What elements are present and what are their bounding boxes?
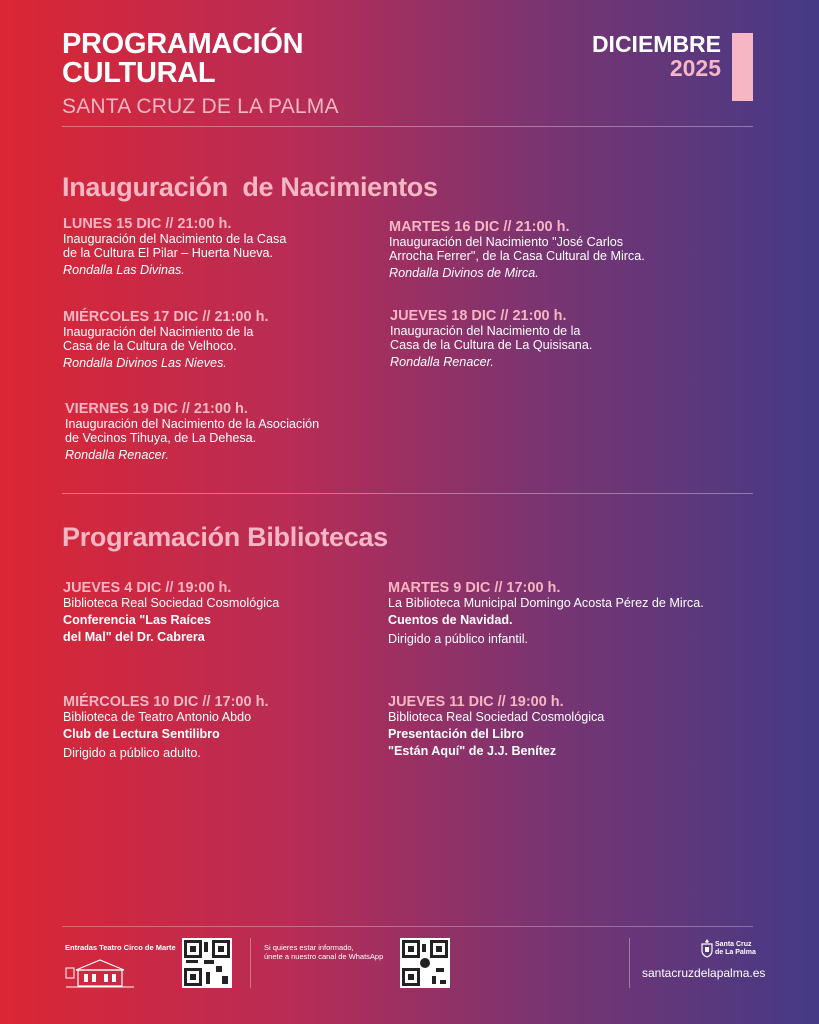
event-text: de Vecinos Tihuya, de La Dehesa.: [65, 431, 257, 445]
teatro-circo-de-marte-logo: [64, 956, 136, 990]
logo-line: de La Palma: [715, 949, 756, 956]
event-place: Biblioteca Real Sociedad Cosmológica: [388, 710, 605, 724]
year-label: 2025: [669, 55, 721, 81]
event-item: [388, 580, 704, 646]
event-date: MIÉRCOLES 17 DIC // 21:00 h.: [63, 309, 269, 325]
event-item: [390, 308, 592, 369]
whatsapp-line: únete a nuestro canal de WhatsApp: [264, 952, 384, 961]
event-title-line: del Mal" del Dr. Cabrera: [63, 630, 205, 644]
month-accent-bar: [732, 33, 753, 101]
event-place: Biblioteca Real Sociedad Cosmológica: [63, 596, 280, 610]
event-item: [388, 694, 604, 760]
month-badge: [592, 32, 721, 80]
whatsapp-info: [264, 943, 383, 961]
event-note: Dirigido a público adulto.: [63, 746, 201, 760]
title-line-1: PROGRAMACIÓN: [62, 28, 304, 60]
event-title-line: Presentación del Libro: [388, 727, 524, 741]
event-date: MARTES 16 DIC // 21:00 h.: [389, 219, 570, 235]
event-date: LUNES 15 DIC // 21:00 h.: [63, 216, 232, 232]
event-note: Dirigido a público infantil.: [388, 632, 529, 646]
event-date: JUEVES 11 DIC // 19:00 h.: [388, 694, 564, 710]
event-date: MIÉRCOLES 10 DIC // 17:00 h.: [63, 694, 269, 710]
qr-code-whatsapp[interactable]: [400, 938, 450, 988]
event-date: VIERNES 19 DIC // 21:00 h.: [65, 401, 248, 417]
event-title-line: "Están Aquí" de J.J. Benítez: [388, 744, 557, 758]
santa-cruz-coat-of-arms-icon: [700, 938, 714, 958]
event-item: [63, 694, 268, 760]
event-artist: Rondalla Renacer.: [390, 355, 494, 369]
footer-separator: [250, 938, 251, 988]
website-link[interactable]: santacruzdelapalma.es: [642, 966, 766, 980]
event-text: Inauguración del Nacimiento de la: [63, 325, 254, 339]
event-text: Casa de la Cultura de La Quisisana.: [390, 338, 593, 352]
footer-separator: [629, 938, 630, 988]
event-text: Inauguración del Nacimiento de la Asociación: [65, 417, 320, 431]
qr-code-tickets[interactable]: [182, 938, 232, 988]
santa-cruz-logo-text: [715, 941, 756, 957]
tickets-label: Entradas Teatro Circo de Marte: [65, 943, 176, 952]
section-heading-bibliotecas: Programación Bibliotecas: [62, 522, 388, 552]
event-date: JUEVES 18 DIC // 21:00 h.: [390, 308, 567, 324]
footer-divider: [62, 926, 753, 927]
event-title: [388, 726, 604, 760]
logo-line: Santa Cruz: [715, 941, 752, 948]
section-divider: [62, 493, 753, 494]
event-title: Club de Lectura Sentilibro: [63, 727, 220, 741]
section-heading-nacimientos: Inauguración de Nacimientos: [62, 172, 438, 202]
page-title: [62, 30, 303, 88]
event-artist: Rondalla Las Divinas.: [63, 263, 185, 277]
page-subtitle: SANTA CRUZ DE LA PALMA: [62, 95, 339, 118]
event-text: Arrocha Ferrer", de la Casa Cultural de Mirca.: [389, 249, 645, 263]
event-artist: Rondalla Renacer.: [65, 448, 169, 462]
header-divider: [62, 126, 753, 127]
event-item: [63, 216, 286, 277]
event-artist: Rondalla Divinos Las Nieves.: [63, 356, 227, 370]
whatsapp-line: Si quieres estar informado,: [264, 943, 354, 952]
event-text: Inauguración del Nacimiento de la Casa: [63, 232, 287, 246]
event-place: La Biblioteca Municipal Domingo Acosta Pérez de Mirca.: [388, 596, 704, 610]
event-text: Inauguración del Nacimiento de la: [390, 324, 581, 338]
event-text: Inauguración del Nacimiento "José Carlos: [389, 235, 624, 249]
event-artist: Rondalla Divinos de Mirca.: [389, 266, 539, 280]
event-text: Casa de la Cultura de Velhoco.: [63, 339, 237, 353]
event-text: de la Cultura El Pilar – Huerta Nueva.: [63, 246, 273, 260]
event-title: Cuentos de Navidad.: [388, 613, 513, 627]
event-item: [63, 309, 268, 370]
event-place: Biblioteca de Teatro Antonio Abdo: [63, 710, 252, 724]
event-item: [65, 401, 319, 462]
event-date: MARTES 9 DIC // 17:00 h.: [388, 580, 561, 596]
event-date: JUEVES 4 DIC // 19:00 h.: [63, 580, 232, 596]
event-title: [63, 612, 279, 646]
event-title-line: Conferencia "Las Raíces: [63, 613, 212, 627]
month-label: DICIEMBRE: [591, 31, 721, 57]
event-item: [63, 580, 279, 646]
event-item: [389, 219, 645, 280]
title-line-2: CULTURAL: [62, 57, 216, 89]
